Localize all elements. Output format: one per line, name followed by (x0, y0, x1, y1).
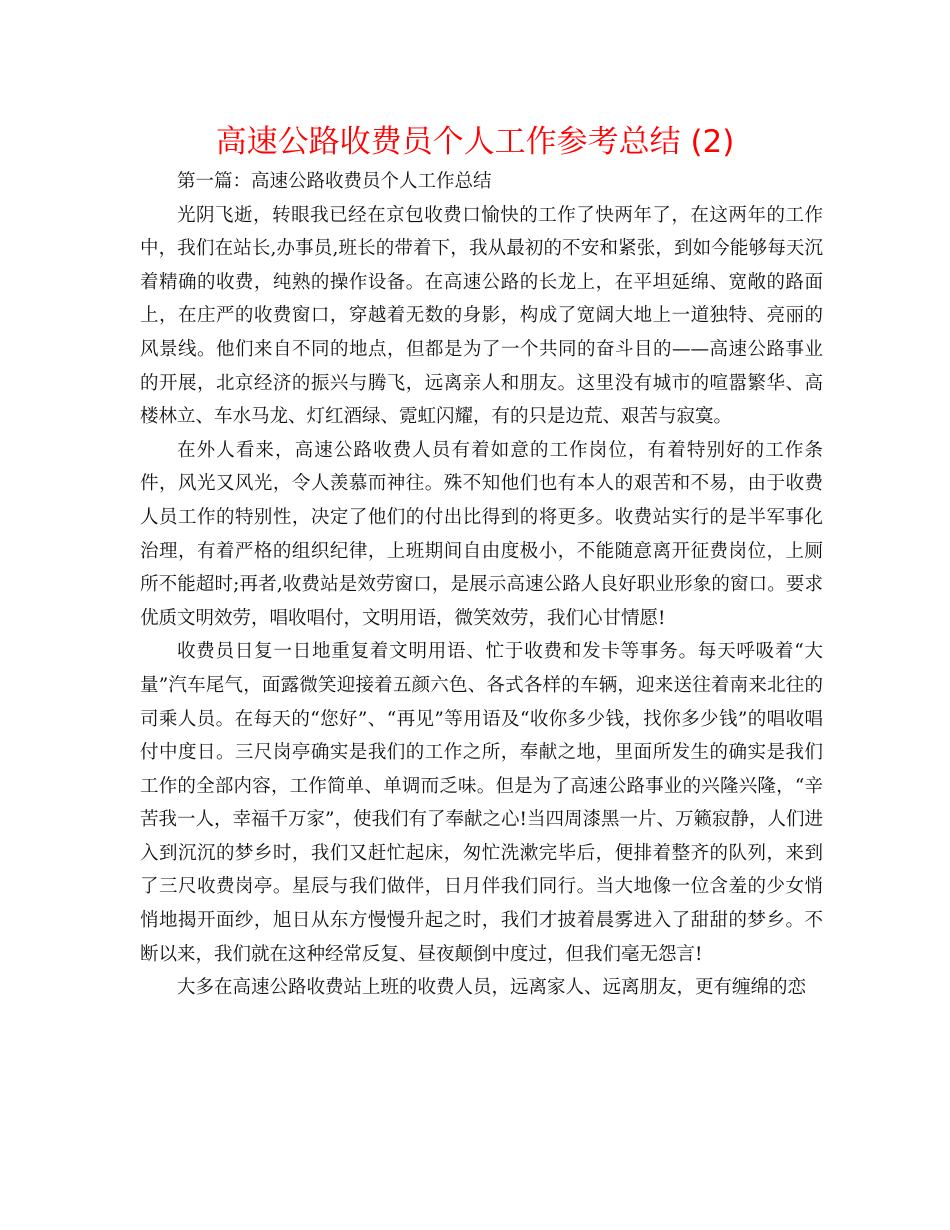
document-title: 高速公路收费员个人工作参考总结 (2) (215, 124, 735, 160)
document-body (140, 165, 823, 1005)
paragraph: 大多在高速公路收费站上班的收费人员，远离家人、远离朋友，更有缠绵的恋 (177, 977, 807, 999)
section-heading: 第一篇：高速公路收费员个人工作总结 (177, 171, 492, 192)
paragraph: 在外人看来，高速公路收费人员有着如意的工作岗位，有着特别好的工作条件，风光又风光，令人羡慕而神往。殊不知他们也有本人的艰苦和不易，由于收费人员工作的特别性，决定了他们的付出比得到的将更多。收费站实行的是半军事化治理，有着严格的组织纪律，上班期间自由度极小，不能随意离开征费岗位，上厕所不能超时;再者,收费站是效劳窗口，是展示高速公路人良好职业形象的窗口。要求优质文明效劳，唱收唱付，文明用语，微笑效劳，我们心甘情愿! (140, 439, 823, 629)
paragraph: 光阴飞逝，转眼我已经在京包收费口愉快的工作了快两年了，在这两年的工作中，我们在站长,办事员,班长的带着下，我从最初的不安和紧张，到如今能够每天沉着精确的收费，纯熟的操作设备。在高速公路的长龙上，在平坦延绵、宽敞的路面上，在庄严的收费窗口，穿越着无数的身影，构成了宽阔大地上一道独特、亮丽的风景线。他们来自不同的地点，但都是为了一个共同的奋斗目的——高速公路事业的开展，北京经济的振兴与腾飞，远离亲人和朋友。这里没有城市的喧嚣繁华、高楼林立、车水马龙、灯红酒绿、霓虹闪耀，有的只是边荒、艰苦与寂寞。 (140, 204, 823, 428)
paragraph: 收费员日复一日地重复着文明用语、忙于收费和发卡等事务。每天呼吸着“大量”汽车尾气，面露微笑迎接着五颜六色、各式各样的车辆，迎来送往着南来北往的司乘人员。在每天的“您好”、“再见”等用语及“收你多少钱，找你多少钱”的唱收唱付中度日。三尺岗亭确实是我们的工作之所，奉献之地，里面所发生的确实是我们工作的全部内容，工作简单、单调而乏味。但是为了高速公路事业的兴隆兴隆，“辛苦我一人，幸福千万家”，使我们有了奉献之心!当四周漆黑一片、万籁寂静，人们进入到沉沉的梦乡时，我们又赶忙起床，匆忙洗漱完毕后，便排着整齐的队列，来到了三尺收费岗亭。星辰与我们做伴，日月伴我们同行。当大地像一位含羞的少女悄悄地揭开面纱，旭日从东方慢慢升起之时，我们才披着晨雾进入了甜甜的梦乡。不断以来，我们就在这种经常反复、昼夜颠倒中度过，但我们毫无怨言! (140, 641, 823, 965)
